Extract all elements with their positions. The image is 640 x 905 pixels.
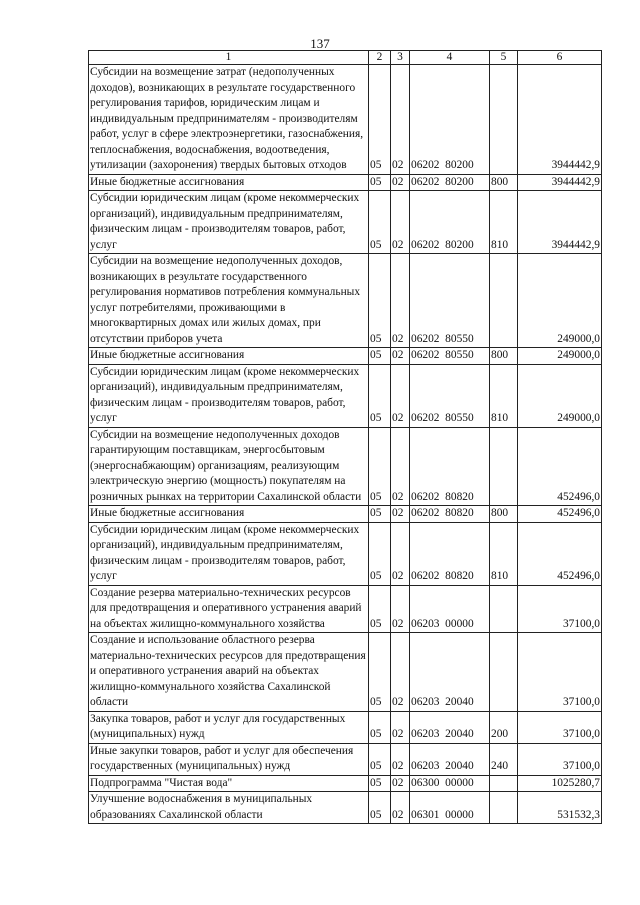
table-row xyxy=(89,364,602,427)
subsection-code-cell: 02 xyxy=(391,348,410,365)
target-article-cell: 06202 80200 xyxy=(410,174,490,191)
row-description: Субсидии на возмещение затрат (недополученных доходов), возникающих в результате государственного регулирования тарифов, юридическим лицам и индивидуальным предпринимателям - производителям работ, услуг в сфере электроэнергетики, газоснабжения, теплоснабжения, водоснабжения, водоотведения, утилизации (захоронения) твердых бытовых отходов xyxy=(89,65,369,175)
table-row xyxy=(89,254,602,348)
subsection-code-cell: 02 xyxy=(391,585,410,633)
column-header: 2 xyxy=(369,51,391,65)
subsection-code-cell: 02 xyxy=(391,191,410,254)
table-row xyxy=(89,585,602,633)
row-description: Субсидии юридическим лицам (кроме некоммерческих организаций), индивидуальным предпринимателям, физическим лицам - производителям товаров, работ, услуг xyxy=(89,191,369,254)
expense-type-cell xyxy=(490,792,518,824)
table-row xyxy=(89,711,602,743)
target-article-cell: 06202 80820 xyxy=(410,427,490,506)
row-description: Подпрограмма "Чистая вода" xyxy=(89,775,369,792)
table-row xyxy=(89,743,602,775)
section-code-cell: 05 xyxy=(369,364,391,427)
section-code-cell: 05 xyxy=(369,174,391,191)
table-row xyxy=(89,427,602,506)
row-description: Субсидии юридическим лицам (кроме некоммерческих организаций), индивидуальным предпринимателям, физическим лицам - производителям товаров, работ, услуг xyxy=(89,522,369,585)
table-row xyxy=(89,792,602,824)
table-row xyxy=(89,191,602,254)
expense-type-cell xyxy=(490,633,518,712)
row-description: Субсидии на возмещение недополученных доходов, возникающих в результате государственного регулирования нормативов потребления коммунальных услуг потребителями, проживающими в многоквартирных домах или жилых домах, при отсутствии приборов учета xyxy=(89,254,369,348)
table-row xyxy=(89,633,602,712)
subsection-code-cell: 02 xyxy=(391,711,410,743)
subsection-code-cell: 02 xyxy=(391,775,410,792)
row-description: Иные закупки товаров, работ и услуг для обеспечения государственных (муниципальных) нужд xyxy=(89,743,369,775)
amount-cell: 3944442,9 xyxy=(518,191,602,254)
subsection-code-cell: 02 xyxy=(391,743,410,775)
section-code-cell: 05 xyxy=(369,775,391,792)
section-code-cell: 05 xyxy=(369,427,391,506)
header-row xyxy=(89,51,602,65)
row-description: Закупка товаров, работ и услуг для государственных (муниципальных) нужд xyxy=(89,711,369,743)
expense-type-cell: 800 xyxy=(490,506,518,523)
column-header: 4 xyxy=(410,51,490,65)
expense-type-cell xyxy=(490,775,518,792)
row-description: Иные бюджетные ассигнования xyxy=(89,348,369,365)
amount-cell: 452496,0 xyxy=(518,522,602,585)
expense-type-cell: 810 xyxy=(490,522,518,585)
section-code-cell: 05 xyxy=(369,254,391,348)
table-row xyxy=(89,174,602,191)
target-article-cell: 06300 00000 xyxy=(410,775,490,792)
target-article-cell: 06203 20040 xyxy=(410,743,490,775)
target-article-cell: 06202 80200 xyxy=(410,191,490,254)
column-header: 5 xyxy=(490,51,518,65)
amount-cell: 249000,0 xyxy=(518,348,602,365)
section-code-cell: 05 xyxy=(369,506,391,523)
page-number: 137 xyxy=(310,36,330,51)
expense-type-cell: 810 xyxy=(490,191,518,254)
section-code-cell: 05 xyxy=(369,522,391,585)
row-description: Иные бюджетные ассигнования xyxy=(89,506,369,523)
subsection-code-cell: 02 xyxy=(391,174,410,191)
section-code-cell: 05 xyxy=(369,633,391,712)
expense-type-cell: 800 xyxy=(490,348,518,365)
target-article-cell: 06202 80200 xyxy=(410,65,490,175)
row-description: Улучшение водоснабжения в муниципальных образованиях Сахалинской области xyxy=(89,792,369,824)
target-article-cell: 06301 00000 xyxy=(410,792,490,824)
table-row xyxy=(89,65,602,175)
target-article-cell: 06203 20040 xyxy=(410,711,490,743)
subsection-code-cell: 02 xyxy=(391,633,410,712)
budget-table xyxy=(88,50,602,824)
target-article-cell: 06202 80820 xyxy=(410,522,490,585)
subsection-code-cell: 02 xyxy=(391,254,410,348)
subsection-code-cell: 02 xyxy=(391,364,410,427)
expense-type-cell xyxy=(490,427,518,506)
expense-type-cell: 240 xyxy=(490,743,518,775)
row-description: Создание резерва материально-технических ресурсов для предотвращения и оперативного устранения аварий на объектах жилищно-коммунального хозяйства xyxy=(89,585,369,633)
target-article-cell: 06203 00000 xyxy=(410,585,490,633)
amount-cell: 37100,0 xyxy=(518,711,602,743)
section-code-cell: 05 xyxy=(369,348,391,365)
subsection-code-cell: 02 xyxy=(391,792,410,824)
expense-type-cell xyxy=(490,65,518,175)
subsection-code-cell: 02 xyxy=(391,427,410,506)
amount-cell: 452496,0 xyxy=(518,427,602,506)
target-article-cell: 06202 80550 xyxy=(410,254,490,348)
amount-cell: 531532,3 xyxy=(518,792,602,824)
amount-cell: 3944442,9 xyxy=(518,65,602,175)
table-row xyxy=(89,522,602,585)
row-description: Субсидии юридическим лицам (кроме некоммерческих организаций), индивидуальным предпринимателям, физическим лицам - производителям товаров, работ, услуг xyxy=(89,364,369,427)
amount-cell: 37100,0 xyxy=(518,633,602,712)
table-row xyxy=(89,506,602,523)
amount-cell: 3944442,9 xyxy=(518,174,602,191)
section-code-cell: 05 xyxy=(369,743,391,775)
amount-cell: 1025280,7 xyxy=(518,775,602,792)
expense-type-cell xyxy=(490,585,518,633)
expense-type-cell: 810 xyxy=(490,364,518,427)
amount-cell: 37100,0 xyxy=(518,585,602,633)
target-article-cell: 06202 80550 xyxy=(410,348,490,365)
section-code-cell: 05 xyxy=(369,585,391,633)
amount-cell: 37100,0 xyxy=(518,743,602,775)
target-article-cell: 06202 80820 xyxy=(410,506,490,523)
target-article-cell: 06202 80550 xyxy=(410,364,490,427)
table-row xyxy=(89,775,602,792)
amount-cell: 452496,0 xyxy=(518,506,602,523)
row-description: Иные бюджетные ассигнования xyxy=(89,174,369,191)
section-code-cell: 05 xyxy=(369,191,391,254)
section-code-cell: 05 xyxy=(369,792,391,824)
amount-cell: 249000,0 xyxy=(518,254,602,348)
expense-type-cell xyxy=(490,254,518,348)
column-header: 6 xyxy=(518,51,602,65)
column-header: 1 xyxy=(89,51,369,65)
subsection-code-cell: 02 xyxy=(391,506,410,523)
subsection-code-cell: 02 xyxy=(391,522,410,585)
expense-type-cell: 200 xyxy=(490,711,518,743)
expense-type-cell: 800 xyxy=(490,174,518,191)
table-row xyxy=(89,348,602,365)
subsection-code-cell: 02 xyxy=(391,65,410,175)
column-header: 3 xyxy=(391,51,410,65)
section-code-cell: 05 xyxy=(369,65,391,175)
section-code-cell: 05 xyxy=(369,711,391,743)
row-description: Создание и использование областного резерва материально-технических ресурсов для предотвращения и оперативного устранения аварий на объектах жилищно-коммунального хозяйства Сахалинской области xyxy=(89,633,369,712)
target-article-cell: 06203 20040 xyxy=(410,633,490,712)
row-description: Субсидии на возмещение недополученных доходов гарантирующим поставщикам, энергосбытовым (энергоснабжающим) организациям, реализующим электрическую энергию (мощность) покупателям на розничных рынках на территории Сахалинской области xyxy=(89,427,369,506)
amount-cell: 249000,0 xyxy=(518,364,602,427)
